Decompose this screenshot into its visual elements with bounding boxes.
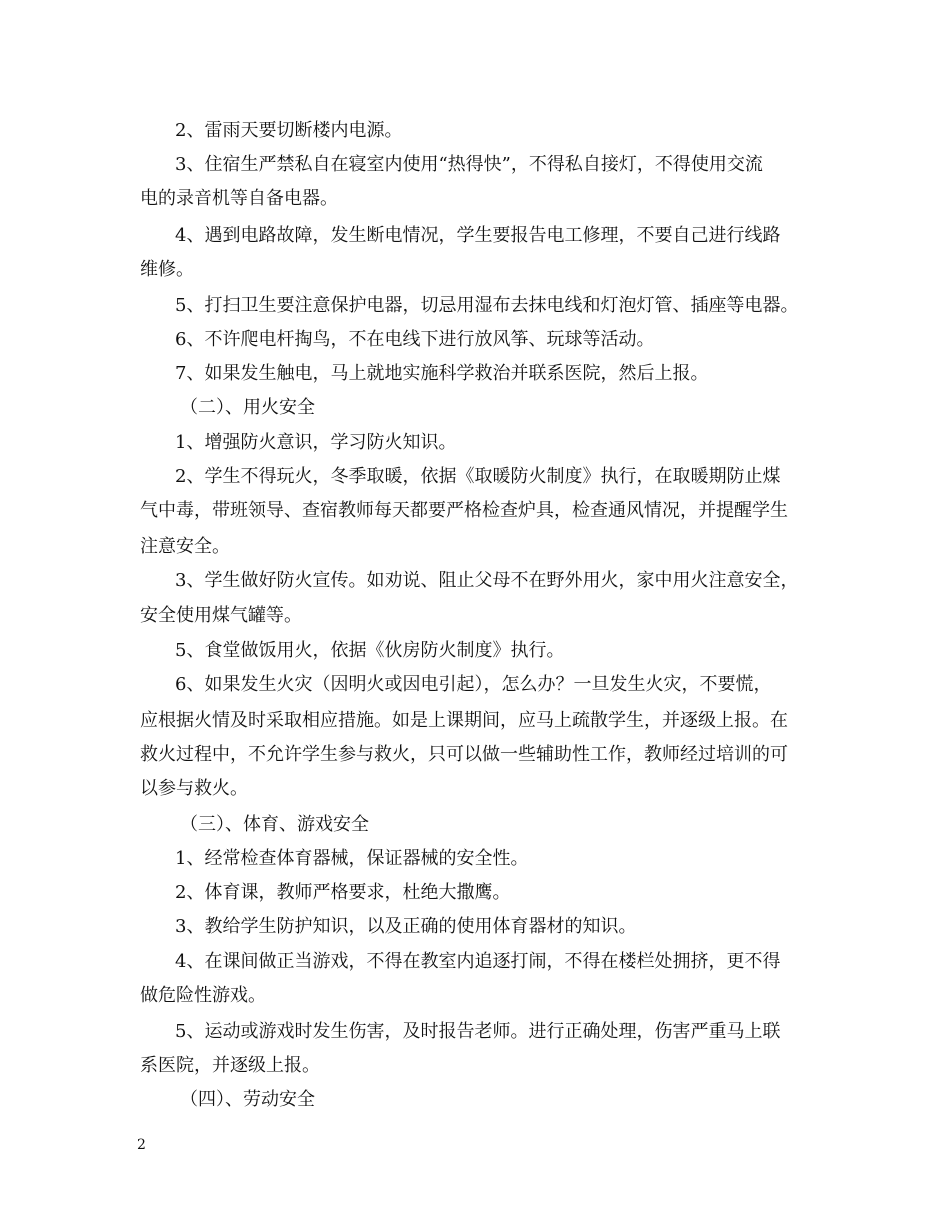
paragraph-line: 救火过程中，不允许学生参与救火，只可以做一些辅助性工作，教师经过培训的可: [140, 744, 788, 765]
section-heading: （四）、劳动安全: [180, 1089, 315, 1110]
paragraph-line: 4、遇到电路故障，发生断电情况，学生要报告电工修理，不要自己进行线路: [175, 225, 781, 246]
paragraph-line: 1、增强防火意识，学习防火知识。: [175, 432, 457, 453]
paragraph-line: 6、如果发生火灾（因明火或因电引起），怎么办？一旦发生火灾，不要慌，: [175, 674, 772, 695]
paragraph-line: 应根据火情及时采取相应措施。如是上课期间，应马上疏散学生，并逐级上报。在: [140, 710, 788, 731]
paragraph-line: 2、雷雨天要切断楼内电源。: [175, 120, 403, 141]
paragraph-line: 3、学生做好防火宣传。如劝说、阻止父母不在野外用火，家中用火注意安全，: [175, 570, 799, 591]
paragraph-line: 5、食堂做饭用火，依据《伙房防火制度》执行。: [175, 640, 565, 661]
paragraph-line: 7、如果发生触电，马上就地实施科学救治并联系医院，然后上报。: [175, 363, 709, 384]
section-heading: （二）、用火安全: [180, 397, 315, 418]
paragraph-line: 电的录音机等自备电器。: [140, 188, 338, 209]
paragraph-line: 2、学生不得玩火，冬季取暖，依据《取暖防火制度》执行，在取暖期防止煤: [175, 466, 781, 487]
paragraph-line: 以参与救火。: [140, 778, 248, 799]
paragraph-line: 气中毒，带班领导、查宿教师每天都要严格检查炉具，检查通风情况，并提醒学生: [140, 500, 788, 521]
paragraph-line: 6、不许爬电杆掏鸟，不在电线下进行放风筝、玩球等活动。: [175, 329, 655, 350]
page-number: 2: [137, 1137, 146, 1153]
paragraph-line: 做危险性游戏。: [140, 985, 266, 1006]
paragraph-line: 5、运动或游戏时发生伤害，及时报告老师。进行正确处理，伤害严重马上联: [175, 1021, 781, 1042]
paragraph-line: 注意安全。: [140, 536, 230, 557]
paragraph-line: 2、体育课，教师严格要求，杜绝大撒鹰。: [175, 882, 511, 903]
paragraph-line: 5、打扫卫生要注意保护电器，切忌用湿布去抹电线和灯泡灯管、插座等电器。: [175, 295, 799, 316]
paragraph-line: 3、教给学生防护知识，以及正确的使用体育器材的知识。: [175, 916, 637, 937]
paragraph-line: 3、住宿生严禁私自在寝室内使用“热得快”，不得私自接灯，不得使用交流: [175, 154, 763, 175]
paragraph-line: 1、经常检查体育器械，保证器械的安全性。: [175, 848, 529, 869]
paragraph-line: 系医院，并逐级上报。: [140, 1055, 320, 1076]
paragraph-line: 维修。: [140, 259, 194, 280]
paragraph-line: 4、在课间做正当游戏，不得在教室内追逐打闹，不得在楼栏处拥挤，更不得: [175, 951, 781, 972]
section-heading: （三）、体育、游戏安全: [180, 814, 369, 835]
paragraph-line: 安全使用煤气罐等。: [140, 605, 302, 626]
